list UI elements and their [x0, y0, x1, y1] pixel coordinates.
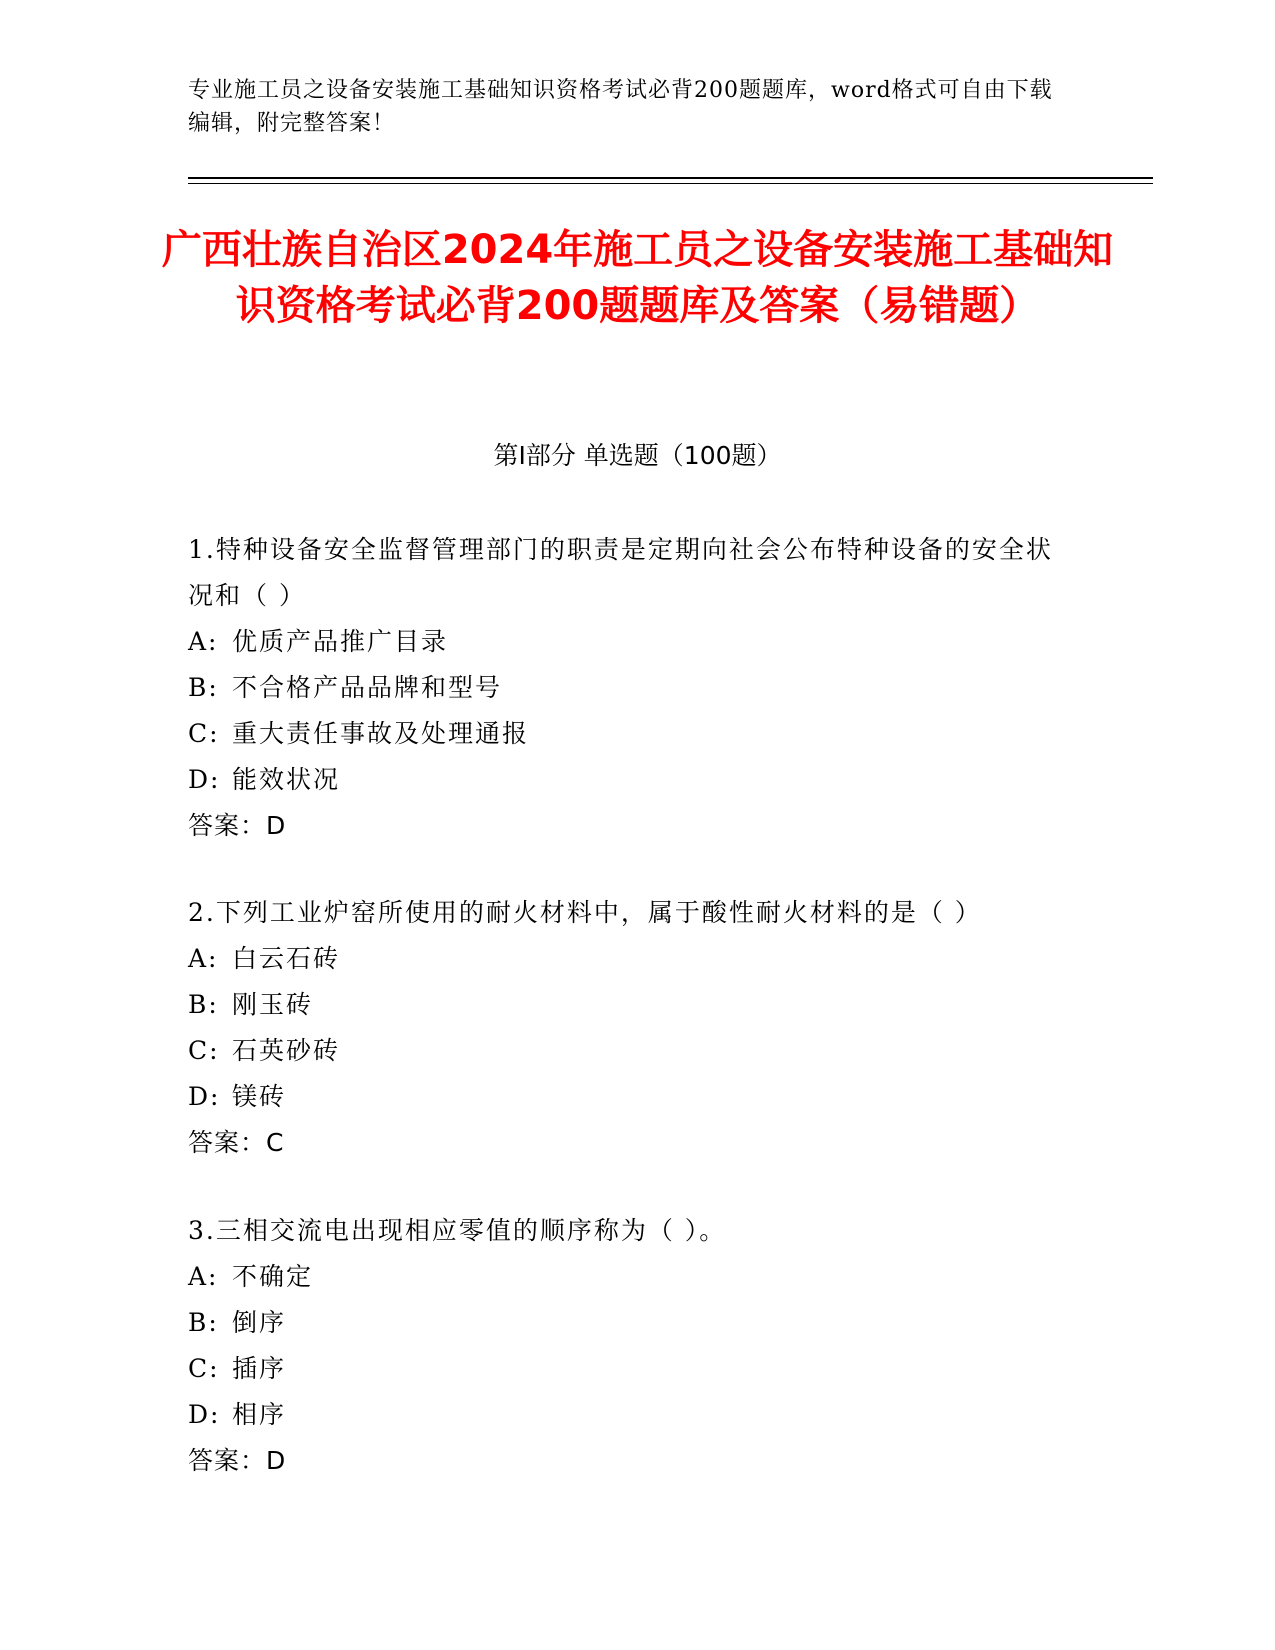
option-key: C: — [188, 719, 220, 748]
header-divider-thin — [188, 183, 1153, 184]
section-heading: 第Ⅰ部分 单选题（100题） — [493, 441, 782, 470]
option-d — [188, 1392, 1068, 1438]
option-a — [188, 1254, 1068, 1300]
option-key: A: — [188, 944, 219, 973]
option-text: 石英砂砖 — [232, 1036, 341, 1065]
option-text: 能效状况 — [232, 765, 341, 794]
option-b — [188, 1300, 1068, 1346]
option-d — [188, 757, 1068, 803]
option-key: D: — [188, 1400, 221, 1429]
option-b — [188, 982, 1068, 1028]
document-title: 广西壮族自治区2024年施工员之设备安装施工基础知识资格考试必背200题题库及答案（易错题） — [161, 227, 1114, 329]
option-a — [188, 936, 1068, 982]
question-stem: 1.特种设备安全监督管理部门的职责是定期向社会公布特种设备的安全状况和（ ） — [188, 535, 1053, 610]
answer-line: 答案：D — [188, 1446, 287, 1475]
option-text: 镁砖 — [232, 1082, 287, 1111]
option-key: B: — [188, 990, 219, 1019]
option-key: D: — [188, 1082, 221, 1111]
option-key: C: — [188, 1354, 220, 1383]
option-text: 插序 — [232, 1354, 287, 1383]
option-key: B: — [188, 673, 219, 702]
option-key: A: — [188, 627, 219, 656]
option-key: A: — [188, 1262, 219, 1291]
option-text: 倒序 — [232, 1308, 287, 1337]
option-c — [188, 1346, 1068, 1392]
option-d — [188, 1074, 1068, 1120]
option-c — [188, 711, 1068, 757]
answer-line: 答案：D — [188, 811, 287, 840]
option-a — [188, 619, 1068, 665]
option-text: 优质产品推广目录 — [232, 627, 449, 656]
option-text: 刚玉砖 — [232, 990, 314, 1019]
answer-line: 答案：C — [188, 1128, 285, 1157]
option-text: 不确定 — [232, 1262, 314, 1291]
option-text: 白云石砖 — [232, 944, 341, 973]
question-stem: 2.下列工业炉窑所使用的耐火材料中，属于酸性耐火材料的是（ ） — [188, 898, 982, 927]
option-key: C: — [188, 1036, 220, 1065]
option-b — [188, 665, 1068, 711]
option-text: 相序 — [232, 1400, 287, 1429]
question-stem: 3.三相交流电出现相应零值的顺序称为（ ）。 — [188, 1216, 727, 1245]
option-text: 重大责任事故及处理通报 — [232, 719, 530, 748]
option-key: D: — [188, 765, 221, 794]
option-key: B: — [188, 1308, 219, 1337]
option-text: 不合格产品品牌和型号 — [232, 673, 503, 702]
question-block — [188, 1208, 1068, 1484]
header-note: 专业施工员之设备安装施工基础知识资格考试必背200题题库，word格式可自由下载编辑，附完整答案！ — [188, 78, 1053, 136]
question-block — [188, 527, 1068, 849]
header-divider-thick — [188, 177, 1153, 179]
option-c — [188, 1028, 1068, 1074]
question-block — [188, 890, 1068, 1166]
